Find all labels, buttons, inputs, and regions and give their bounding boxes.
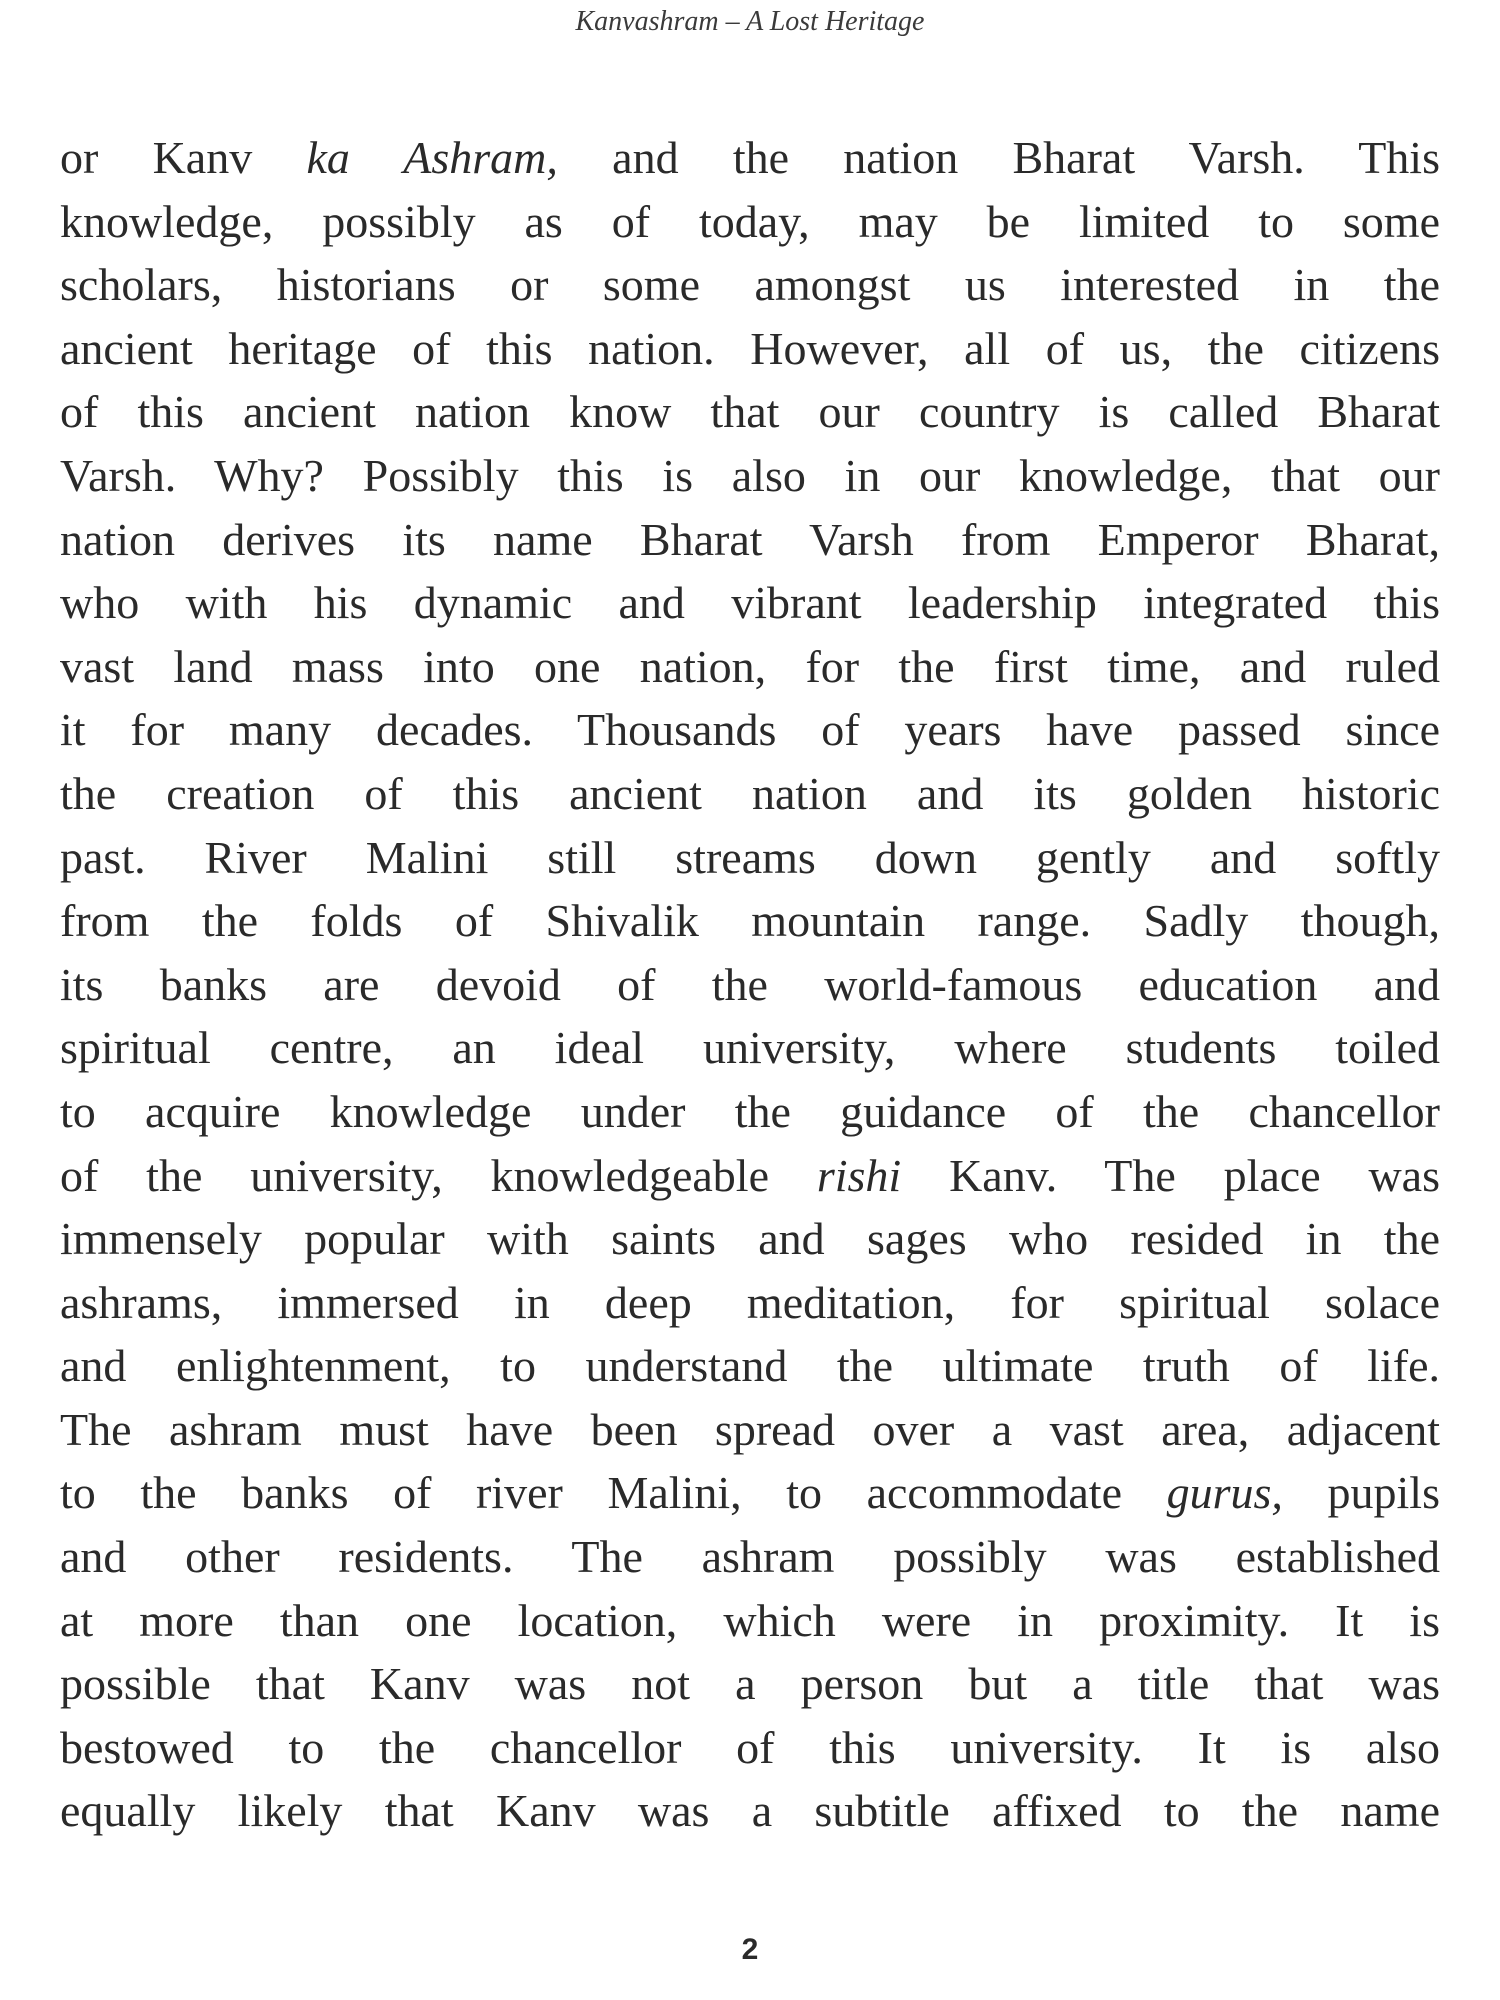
text-segment: to the banks of river Malini, to accommodate	[60, 1467, 1167, 1519]
italic-term: ka Ashram,	[306, 132, 558, 183]
text-line	[60, 190, 1440, 254]
text-segment: it for many decades. Thousands of years have passed since	[60, 704, 1440, 756]
italic-term: gurus,	[1166, 1467, 1283, 1519]
text-segment: spiritual centre, an ideal university, where students toiled	[60, 1022, 1440, 1074]
text-line	[60, 1589, 1440, 1653]
text-line	[60, 1080, 1440, 1144]
text-line	[60, 1716, 1440, 1780]
text-line	[60, 1334, 1440, 1398]
text-segment: at more than one location, which were in proximity. It is	[60, 1594, 1440, 1646]
text-segment: ancient heritage of this nation. However, all of us, the citizens	[60, 322, 1440, 374]
text-line	[60, 1525, 1440, 1589]
text-segment: knowledge, possibly as of today, may be limited to some	[60, 195, 1440, 247]
text-line	[60, 444, 1440, 508]
text-segment: or Kanv	[60, 132, 307, 183]
text-line	[60, 1779, 1440, 1843]
text-segment: to acquire knowledge under the guidance of the chancellor	[60, 1085, 1440, 1137]
text-line	[60, 635, 1440, 699]
text-line	[60, 1461, 1440, 1525]
text-line	[60, 1144, 1440, 1208]
text-segment: pupils	[1282, 1467, 1440, 1519]
text-line	[60, 508, 1440, 572]
body-paragraph	[60, 126, 1440, 1843]
text-line	[60, 317, 1440, 381]
text-segment: possible that Kanv was not a person but a title that was	[60, 1658, 1440, 1710]
text-segment: The ashram must have been spread over a vast area, adjacent	[60, 1403, 1440, 1455]
text-line	[60, 1016, 1440, 1080]
text-segment: immensely popular with saints and sages who resided in the	[60, 1213, 1440, 1265]
text-segment: ashrams, immersed in deep meditation, for spiritual solace	[60, 1276, 1440, 1328]
text-segment: and other residents. The ashram possibly was established	[60, 1531, 1440, 1583]
text-segment: nation derives its name Bharat Varsh from Emperor Bharat,	[60, 513, 1440, 565]
text-segment: and enlightenment, to understand the ultimate truth of life.	[60, 1340, 1440, 1392]
text-segment: past. River Malini still streams down gently and softly	[60, 831, 1440, 883]
text-segment: Kanv. The place was	[901, 1149, 1440, 1201]
text-line	[60, 126, 1440, 190]
text-segment: Varsh. Why? Possibly this is also in our knowledge, that our	[60, 449, 1440, 501]
text-line	[60, 889, 1440, 953]
text-segment: equally likely that Kanv was a subtitle affixed to the name	[60, 1785, 1440, 1837]
running-header: Kanvashram – A Lost Heritage	[575, 6, 925, 37]
page-number: 2	[741, 1933, 759, 1966]
text-segment: the creation of this ancient nation and its golden historic	[60, 767, 1440, 819]
text-line	[60, 1271, 1440, 1335]
text-line	[60, 1652, 1440, 1716]
text-line	[60, 826, 1440, 890]
text-segment: bestowed to the chancellor of this university. It is also	[60, 1721, 1440, 1773]
text-segment: of the university, knowledgeable	[60, 1149, 817, 1201]
italic-term: rishi	[816, 1149, 902, 1201]
text-line	[60, 253, 1440, 317]
text-line	[60, 1207, 1440, 1271]
text-line	[60, 1398, 1440, 1462]
text-line	[60, 698, 1440, 762]
text-segment: who with his dynamic and vibrant leadership integrated this	[60, 577, 1440, 629]
text-segment: of this ancient nation know that our country is called Bharat	[60, 386, 1440, 438]
text-line	[60, 380, 1440, 444]
text-segment: and the nation Bharat Varsh. This	[557, 132, 1440, 183]
text-line	[60, 571, 1440, 635]
text-segment: from the folds of Shivalik mountain range. Sadly though,	[60, 895, 1440, 947]
text-line	[60, 762, 1440, 826]
text-segment: scholars, historians or some amongst us interested in the	[60, 259, 1440, 311]
text-line	[60, 953, 1440, 1017]
text-segment: vast land mass into one nation, for the first time, and ruled	[60, 640, 1440, 692]
text-segment: its banks are devoid of the world-famous education and	[60, 958, 1440, 1010]
